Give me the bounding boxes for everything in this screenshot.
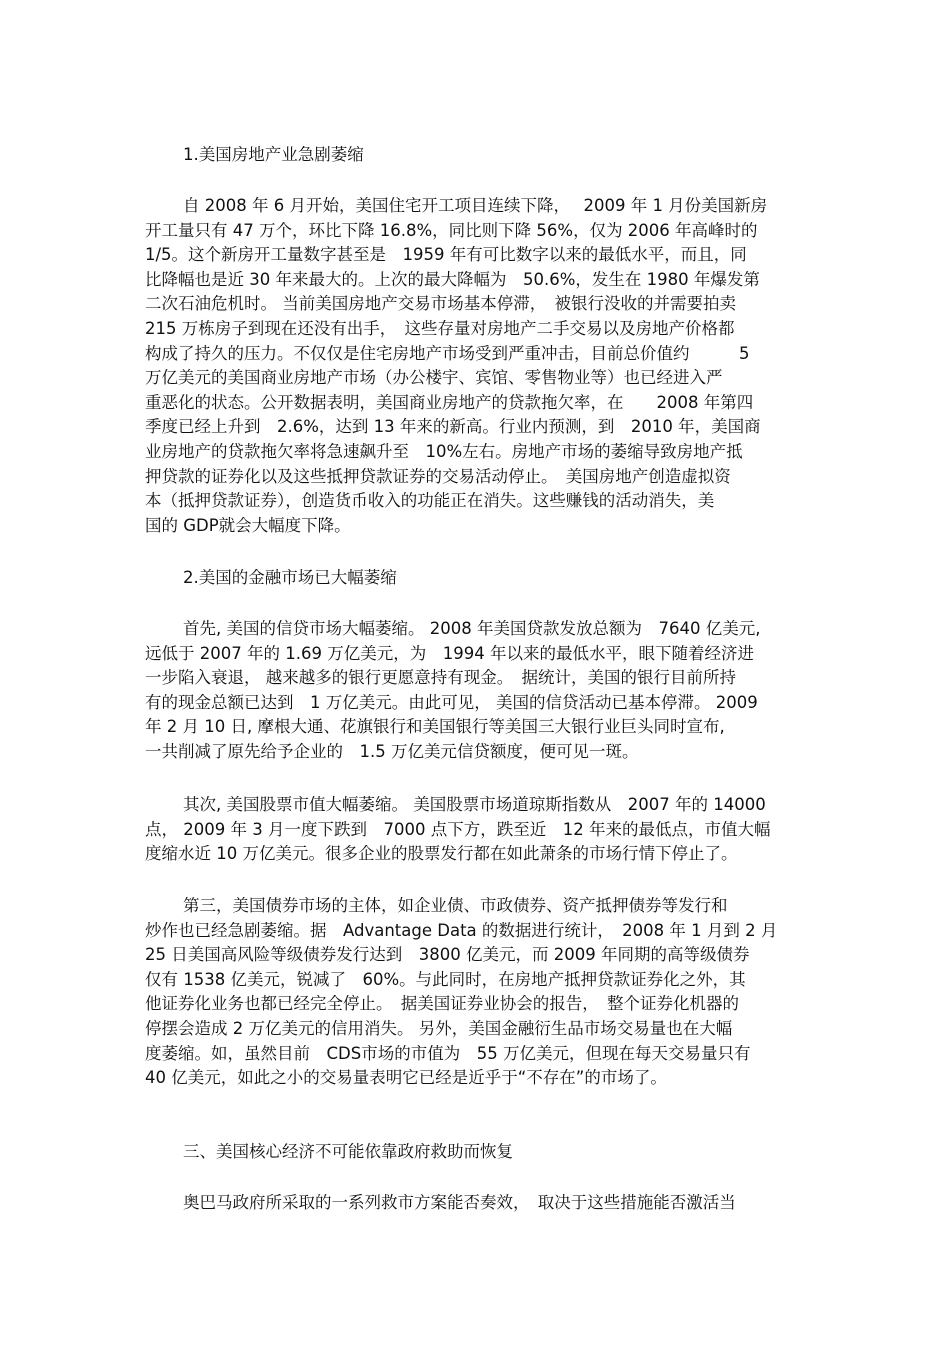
text-line: 1/5。这个新房开工量数字甚至是 1959 年有可比数字以来的最低水平，而且，同: [145, 245, 747, 265]
paragraph-bond-market: [145, 894, 815, 1091]
text-line: 炒作也已经急剧萎缩。据 Advantage Data 的数据进行统计， 2008 年 1 月到 2 月: [145, 920, 778, 940]
text-line: 第三，美国债券市场的主体，如企业债、市政债券、资产抵押债券等发行和: [183, 896, 728, 915]
text-line: 停摆会造成 2 万亿美元的信用消失。 另外，美国金融衍生品市场交易量也在大幅: [145, 1018, 733, 1038]
text-line: 点， 2009 年 3 月一度下跌到 7000 点下方，跌至近 12 年来的最低点，市值大幅: [145, 819, 771, 839]
paragraph-stock-market: [145, 793, 815, 867]
text-line: 万亿美元的美国商业房地产市场（办公楼宇、宾馆、零售物业等）也已经进入严: [145, 368, 723, 388]
section-heading-1: 1.美国房地产业急剧萎缩: [183, 145, 364, 164]
text-line: 押贷款的证券化以及这些抵押贷款证券的交易活动停止。 美国房地产创造虚拟资: [145, 466, 731, 486]
text-line: 度萎缩。如，虽然目前 CDS市场的市值为 55 万亿美元，但现在每天交易量只有: [145, 1043, 751, 1063]
section-heading-3: 三、美国核心经济不可能依靠政府救助而恢复: [183, 1142, 513, 1161]
text-line: 一共削减了原先给予企业的 1.5 万亿美元信贷额度，便可见一斑。: [145, 741, 639, 761]
text-line: 自 2008 年 6 月开始，美国住宅开工项目连续下降， 2009 年 1 月份美国新房: [183, 196, 768, 215]
text-line: 国的 GDP就会大幅度下降。: [145, 515, 351, 535]
text-line: 年 2 月 10 日, 摩根大通、花旗银行和美国银行等美国三大银行业巨头同时宣布,: [145, 717, 725, 737]
text-line: 远低于 2007 年的 1.69 万亿美元，为 1994 年以来的最低水平，眼下随着经济进: [145, 643, 754, 663]
text-line: 重恶化的状态。公开数据表明，美国商业房地产的贷款拖欠率，在 2008 年第四: [145, 392, 754, 412]
text-line: 首先, 美国的信贷市场大幅萎缩。 2008 年美国贷款发放总额为 7640 亿美元,: [183, 619, 761, 638]
text-line: 比降幅也是近 30 年来最大的。上次的最大降幅为 50.6%，发生在 1980 年爆发第: [145, 269, 760, 289]
text-line: 二次石油危机时。 当前美国房地产交易市场基本停滞， 被银行没收的并需要拍卖: [145, 294, 736, 314]
text-line: 度缩水近 10 万亿美元。很多企业的股票发行都在如此萧条的市场行情下停止了。: [145, 844, 738, 864]
paragraph-credit-market: [145, 617, 815, 765]
text-line: 构成了持久的压力。不仅仅是住宅房地产市场受到严重冲击，目前总价值约 5: [145, 343, 750, 363]
text-line: 季度已经上升到 2.6%，达到 13 年来的新高。行业内预测，到 2010 年，美国商: [145, 417, 761, 437]
text-line: 其次, 美国股票市值大幅萎缩。 美国股票市场道琼斯指数从 2007 年的 14000: [183, 795, 766, 814]
paragraph-us-real-estate: [145, 194, 815, 538]
text-line: 奥巴马政府所采取的一系列救市方案能否奏效， 取决于这些措施能否激活当: [183, 1193, 736, 1212]
text-line: 仅有 1538 亿美元，锐减了 60%。与此同时，在房地产抵押贷款证券化之外，其: [145, 969, 746, 989]
text-line: 开工量只有 47 万个，环比下降 16.8%，同比则下降 56%，仅为 2006 年高峰时的: [145, 220, 758, 240]
text-line: 40 亿美元，如此之小的交易量表明它已经是近乎于“不存在”的市场了。: [145, 1068, 667, 1088]
section-heading-2: 2.美国的金融市场已大幅萎缩: [183, 568, 397, 587]
text-line: 25 日美国高风险等级债券发行达到 3800 亿美元，而 2009 年同期的高等级债券: [145, 945, 750, 965]
paragraph-government-rescue: [145, 1191, 815, 1216]
text-line: 有的现金总额已达到 1 万亿美元。由此可见， 美国的信贷活动已基本停滞。 2009: [145, 692, 758, 712]
text-line: 215 万栋房子到现在还没有出手， 这些存量对房地产二手交易以及房地产价格都: [145, 318, 735, 338]
text-line: 业房地产的贷款拖欠率将急速飙升至 10%左右。房地产市场的萎缩导致房地产抵: [145, 441, 743, 461]
text-line: 一步陷入衰退， 越来越多的银行更愿意持有现金。 据统计，美国的银行目前所持: [145, 668, 736, 688]
text-line: 他证券化业务也都已经完全停止。 据美国证券业协会的报告， 整个证券化机器的: [145, 994, 739, 1014]
text-line: 本（抵押贷款证券），创造货币收入的功能正在消失。这些赚钱的活动消失，美: [145, 491, 715, 511]
